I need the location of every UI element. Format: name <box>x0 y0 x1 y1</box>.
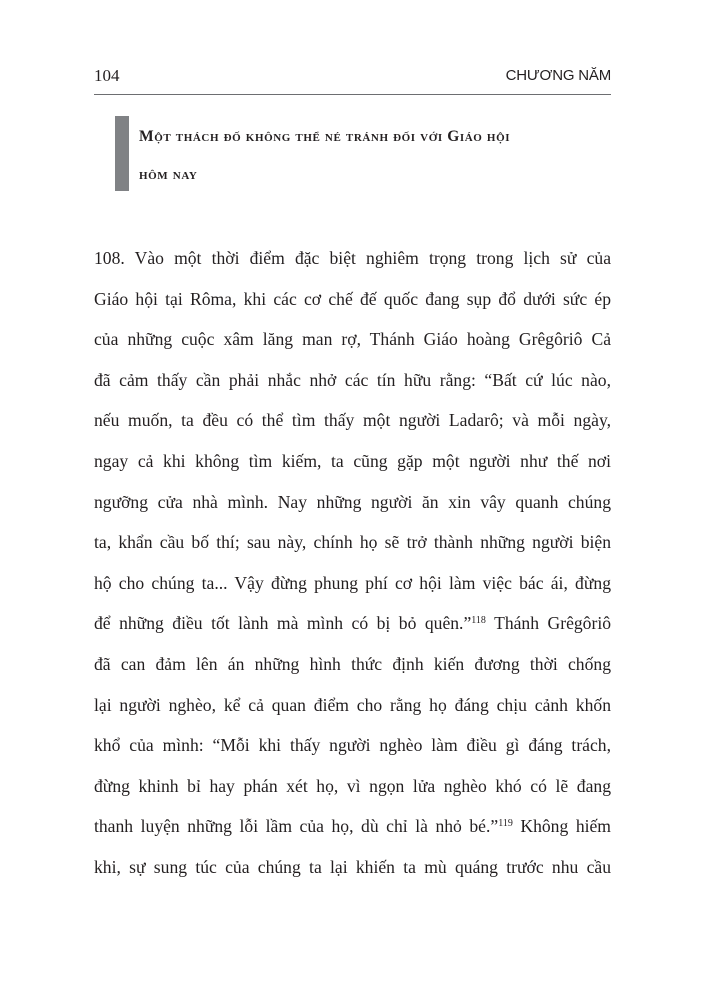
footnote-ref-119[interactable]: 119 <box>498 818 513 830</box>
text-line: đừng khinh bỉ hay phán xét họ, vì ngọn lửa nghèo khó có lẽ đang <box>94 775 611 796</box>
paragraph-108 <box>94 238 611 888</box>
text-line <box>94 806 611 847</box>
text-line: hộ cho chúng ta... Vậy đừng phung phí cơ hội làm việc bác ái, đừng <box>94 572 611 593</box>
heading-line-2: hôm nay <box>139 166 198 183</box>
text-line <box>94 603 611 644</box>
text-line: đã can đảm lên án những hình thức định kiến đương thời chống <box>94 653 611 674</box>
heading-line-1: Một thách đố không thể né tránh đối với Giáo hội <box>139 128 511 145</box>
text-fragment: Không hiếm <box>512 816 611 837</box>
text-line: lại người nghèo, kể cả quan điểm cho rằng họ đáng chịu cảnh khốn <box>94 694 611 715</box>
text-line: đã cảm thấy cần phải nhắc nhở các tín hữu rằng: “Bất cứ lúc nào, <box>94 369 611 390</box>
text-fragment: thanh luyện những lỗi lầm của họ, dù chỉ là nhỏ bé.” <box>94 816 499 837</box>
text-fragment: Thánh Grêgôriô <box>485 613 612 634</box>
text-line: ngay cả khi không tìm kiếm, ta cũng gặp một người như thế nơi <box>94 450 611 471</box>
running-header <box>94 60 611 95</box>
text-line: ta, khẩn cầu bố thí; sau này, chính họ sẽ trở thành những người biện <box>94 532 611 553</box>
text-line: 108. Vào một thời điểm đặc biệt nghiêm trọng trong lịch sử của <box>94 248 611 268</box>
text-line: khi, sự sung túc của chúng ta lại khiến ta mù quáng trước nhu cầu <box>94 856 611 877</box>
text-line: ngưỡng cửa nhà mình. Nay những người ăn xin vây quanh chúng <box>94 491 611 512</box>
text-line: của những cuộc xâm lăng man rợ, Thánh Giáo hoàng Grêgôriô Cả <box>94 329 611 350</box>
chapter-title: CHƯƠNG NĂM <box>505 67 611 84</box>
page-number: 104 <box>94 66 120 85</box>
heading-accent-bar <box>115 116 129 191</box>
section-heading-text <box>139 118 599 194</box>
text-line: Giáo hội tại Rôma, khi các cơ chế đế quốc đang sụp đổ dưới sức ép <box>94 288 611 309</box>
text-fragment: để những điều tốt lành mà mình có bị bỏ quên.” <box>94 613 472 634</box>
text-line: nếu muốn, ta đều có thể tìm thấy một người Ladarô; và mỗi ngày, <box>94 410 611 431</box>
text-line: khổ của mình: “Mỗi khi thấy người nghèo làm điều gì đáng trách, <box>94 735 611 756</box>
footnote-ref-118[interactable]: 118 <box>471 615 486 627</box>
section-heading <box>115 116 615 191</box>
